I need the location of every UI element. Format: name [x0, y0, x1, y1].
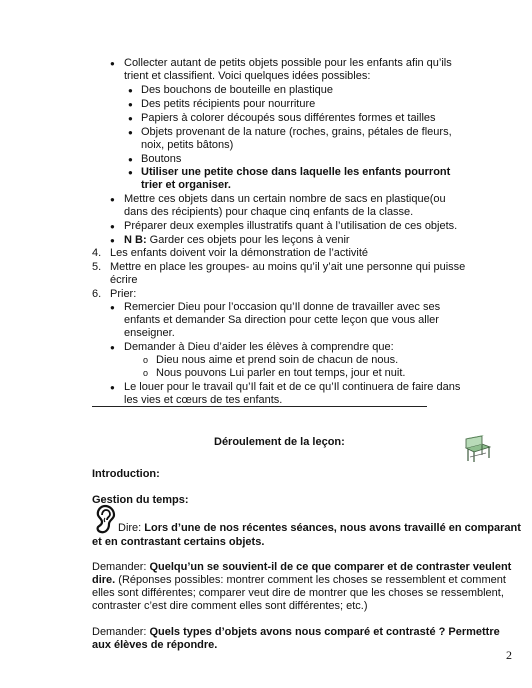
list-number: 4.	[92, 247, 102, 259]
bullet-dot: ●	[128, 86, 133, 95]
bullet-dot: ●	[110, 383, 115, 392]
ear-icon	[92, 504, 116, 534]
list-item-text: Objets provenant de la nature (roches, grains, pétales de fleurs,	[141, 126, 452, 138]
circle-bullet: o	[143, 355, 149, 365]
answer-text: (Réponses possibles: montrer comment les choses se ressemblent et comment	[115, 574, 506, 586]
answer-text: contraster c’est dire comment elles sont différentes; etc.)	[92, 600, 368, 612]
list-item-text	[124, 234, 350, 247]
dire-text: Lors d’une de nos récentes séances, nous avons travaillé en comparant	[141, 522, 521, 534]
page-number: 2	[506, 648, 512, 662]
list-item-text: enfants et demander Sa direction pour cette leçon que vous aller	[124, 314, 439, 326]
circle-bullet: o	[143, 368, 149, 378]
list-item-text: Demander à Dieu d’aider les élèves à comprendre que:	[124, 341, 394, 353]
list-item-text: Le louer pour le travail qu’Il fait et de ce qu’Il continuera de faire dans	[124, 381, 461, 393]
introduction-label: Introduction:	[92, 468, 160, 480]
question-line	[92, 574, 506, 587]
list-item-text: Mettre en place les groupes- au moins qu’il y’ait une personne qui puisse	[110, 261, 466, 273]
list-item-text: Dieu nous aime et prend soin de chacun de nous.	[156, 354, 399, 366]
list-item-text: Nous pouvons Lui parler en tout temps, jour et nuit.	[156, 367, 406, 379]
bullet-dot: ●	[110, 343, 115, 352]
list-item-text: les vies et cœurs de tes enfants.	[124, 394, 283, 406]
question-text: dire.	[92, 574, 116, 586]
list-number: 5.	[92, 261, 102, 273]
bullet-dot: ●	[128, 100, 133, 109]
list-item-text: enseigner.	[124, 327, 175, 339]
bullet-dot: ●	[110, 195, 115, 204]
list-item-text: Collecter autant de petits objets possible pour les enfants afin qu’ils	[124, 57, 452, 69]
question-line	[92, 626, 500, 639]
bullet-dot: ●	[110, 222, 115, 231]
dire-label: Dire:	[118, 522, 142, 534]
bullet-dot: ●	[110, 236, 115, 245]
demander-label: Demander:	[92, 626, 147, 638]
bullet-dot: ●	[128, 128, 133, 137]
list-item-text: Des bouchons de bouteille en plastique	[141, 84, 334, 96]
list-item-text: Boutons	[141, 153, 182, 165]
question-text: Quels types d’objets avons nous comparé et contrasté ? Permettre	[146, 626, 500, 638]
list-number: 6.	[92, 288, 102, 300]
list-item-text: Préparer deux exemples illustratifs quant à l’utilisation de ces objets.	[124, 220, 458, 232]
question-text: aux élèves de répondre.	[92, 639, 218, 651]
list-item-text: trient et classifient. Voici quelques idées possibles:	[124, 70, 371, 82]
bullet-dot: ●	[128, 155, 133, 164]
bullet-dot: ●	[110, 59, 115, 68]
list-item-text: Des petits récipients pour nourriture	[141, 98, 316, 110]
list-item-text: noix, petits bâtons)	[141, 139, 234, 151]
list-item-text: écrire	[110, 274, 138, 286]
list-item-text: Mettre ces objets dans un certain nombre de sacs en plastique(ou	[124, 193, 446, 205]
list-item-text: Prier:	[110, 288, 137, 300]
list-item-text: Remercier Dieu pour l’occasion qu’Il donne de travailler avec ses	[124, 301, 441, 313]
list-item-text: dans des récipients) pour chaque cinq enfants de la classe.	[124, 206, 414, 218]
question-line	[92, 561, 511, 574]
dire-line	[118, 522, 521, 535]
bullet-dot: ●	[128, 114, 133, 123]
list-item-text: Papiers à colorer découpés sous différentes formes et tailles	[141, 112, 436, 124]
list-item-text: trier et organiser.	[141, 179, 231, 191]
time-management-label: Gestion du temps:	[92, 494, 189, 506]
nb-label: N B:	[124, 234, 147, 246]
bullet-dot: ●	[110, 303, 115, 312]
demander-label: Demander:	[92, 561, 147, 573]
nb-text: Garder ces objets pour les leçons à venir	[146, 234, 350, 246]
dire-text: et en contrastant certains objets.	[92, 536, 265, 548]
list-item-text: Utiliser une petite chose dans laquelle les enfants pourront	[141, 166, 451, 178]
section-heading: Déroulement de la leçon:	[214, 436, 345, 448]
bullet-dot: ●	[128, 168, 133, 177]
chair-icon	[460, 434, 494, 464]
question-text: Quelqu’un se souvient-il de ce que comparer et de contraster veulent	[146, 561, 512, 573]
list-item-text: Les enfants doivent voir la démonstration de l’activité	[110, 247, 369, 259]
answer-text: elles sont différentes; comparer veut dire de montrer que les choses se ressemblent,	[92, 587, 504, 599]
section-divider	[92, 406, 427, 407]
